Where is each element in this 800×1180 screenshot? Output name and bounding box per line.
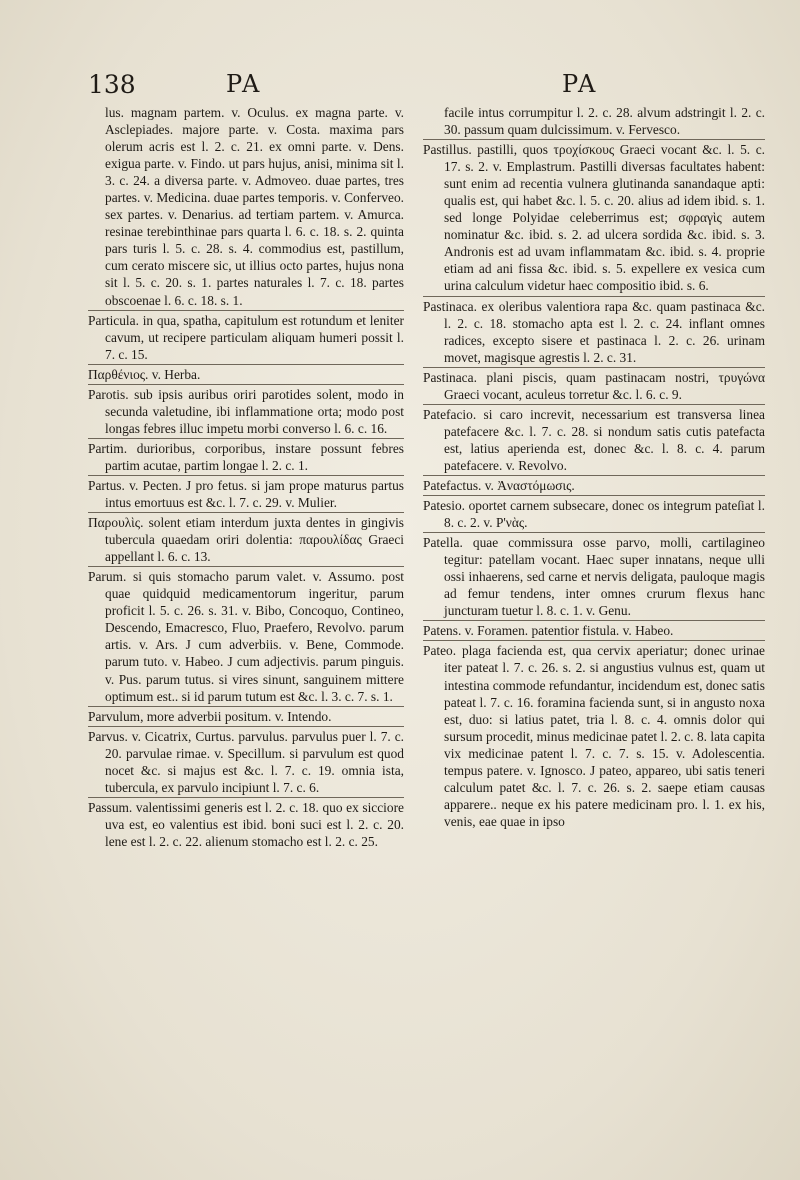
- entry-divider: [423, 495, 765, 496]
- page-header: [88, 70, 778, 104]
- dictionary-entry: Particula. in qua, spatha, capitulum est rotundum et leniter cavum, ut recipere particulam aliquam humeri possit l. 7. c. 15.: [88, 312, 404, 362]
- dictionary-entry: Pateo. plaga facienda est, qua cervix aperiatur; donec urinae iter pateat l. 7. c. 26. s. 2. si angustius vulnus est, quam ut intestina commode refundantur, incidendum est, donec satis pateat l. 7. c. 16. foramina facienda sunt, si in angusto noxa est, duo: si latius patet, tria l. 8. c. 4. omnis dolor qui sursum procedit, minus medicinae patet l. 2. c. 8. lata capita vix medicinae patent l. 7. c. 7. s. 15. v. Adolescentia. tempus patere. v. Ignosco. J pateo, appareo, ubi satis teneri calculum patet &c. l. 7. c. 26. s. 2. saepe etiam causas apparere.. neque ex his patere medicinam pro. l. 1. ex his, venis, eae quae in ipso: [423, 643, 765, 829]
- dictionary-entry: Parotis. sub ipsis auribus oriri parotides solent, modo in secunda valetudine, ibi inflammatione orta; modo post longas febres illuc impetu morbi converso l. 6. c. 16.: [88, 386, 404, 436]
- dictionary-entry: Pastinaca. plani piscis, quam pastinacam nostri, τρυγώνα Graeci vocant, aculeus torretur &c. l. 6. c. 9.: [423, 369, 765, 402]
- entry-divider: [88, 726, 404, 727]
- dictionary-entry: facile intus corrumpitur l. 2. c. 28. alvum adstringit l. 2. c. 30. passum quam dulcissimum. v. Fervesco.: [444, 105, 765, 138]
- dictionary-entry: Parum. si quis stomacho parum valet. v. Assumo. post quae quidquid medicamentorum ingeritur, parum proficit l. 5. c. 26. s. 31. v. Bibo, Concoquo, Contineo, Descendo, Emacresco, Fluo, Praefero, Revolvo. parum artis. v. Ars. J cum adverbiis. v. Bene, Commode. parum tuto. v. Habeo. J cum adjectivis. parum pinguis. v. Pus. parum tutus. si vires sinunt, sanguinem mittere optimum est.. si id parum tutum est &c. l. 3. c. 7. s. 1.: [88, 569, 404, 704]
- entry-divider: [423, 404, 765, 405]
- entry-divider: [423, 367, 765, 368]
- running-head-left: PA: [226, 70, 262, 98]
- dictionary-entry: Παρουλὶς. solent etiam interdum juxta dentes in gingivis tubercula quaedam oriri dolentia: παρουλίδας Graeci appellant l. 6. c. 13.: [88, 515, 404, 565]
- entry-divider: [423, 620, 765, 621]
- dictionary-entry: Παρθένιος. v. Herba.: [88, 366, 201, 382]
- dictionary-entry: Parvulum, more adverbii positum. v. Intendo.: [88, 708, 332, 724]
- dictionary-entry: lus. magnam partem. v. Oculus. ex magna parte. v. Asclepiades. majore parte. v. Costa. maxima pars olerum acris est l. 2. c. 21. ex omni parte. v. Dens. exigua parte. v. Findo. ut pars hujus, anisi, minima sit l. 3. c. 24. a diversa parte. v. Admoveo. duae partes, tres partes. v. Medicina. duae partes temporis. v. Conferveo. sex partes. v. Denarius. ad tertiam partem. v. Amurca. resinae terebinthinae pars quarta l. 6. c. 18. s. 2. quinta pars turis l. 5. c. 28. s. 4. commodius est, pastillum, cum cerato miscere sic, ut illius octo partes, hujus nona sit l. 5. c. 20. s. 1. partes naturales l. 7. c. 18. partes obscoenae l. 6. c. 18. s. 1.: [105, 105, 404, 308]
- dictionary-entry: Patefacio. si caro increvit, necessarium est transversa linea patefacere &c. l. 7. c. 28. si nondum satis cutis patefacta est, latius aperienda est, donec &c. l. 8. c. 4. parum patefacere. v. Revolvo.: [423, 406, 765, 473]
- entry-divider: [88, 512, 404, 513]
- entry-divider: [88, 364, 404, 365]
- dictionary-entry: Patella. quae commissura osse parvo, molli, cartilagineo tegitur: patellam vocant. Haec super innatans, neque ulli ossi inhaerens, sed carne et nervis deligata, pauloque magis ad femur tendens, inter omnes crurum flexus hanc juncturam tuetur l. 8. c. 1. v. Genu.: [423, 535, 765, 619]
- entry-divider: [88, 797, 404, 798]
- dictionary-entry: Patens. v. Foramen. patentior fistula. v. Habeo.: [423, 623, 674, 639]
- dictionary-entry: Partus. v. Pecten. J pro fetus. si jam prope maturus partus intus emortuus est &c. l. 7. c. 29. v. Mulier.: [88, 477, 404, 511]
- right-column: [423, 104, 765, 830]
- entry-divider: [423, 296, 765, 297]
- entry-divider: [423, 532, 765, 533]
- entry-divider: [88, 438, 404, 439]
- entry-divider: [88, 310, 404, 311]
- entry-divider: [88, 566, 404, 567]
- entry-divider: [423, 139, 765, 140]
- page-number: 138: [88, 70, 136, 99]
- dictionary-entry: Patesio. oportet carnem subsecare, donec os integrum pateſiat l. 8. c. 2. v. Ρ'νὰς.: [423, 498, 765, 531]
- dictionary-entry: Partim. durioribus, corporibus, instare possunt febres partim acutae, partim longae l. 2. c. 1.: [88, 440, 404, 473]
- dictionary-entry: Pastillus. pastilli, quos τροχίσκους Graeci vocant &c. l. 5. c. 17. s. 2. v. Emplastrum. Pastilli diversas facultates habent: sunt enim ad recentia vulnera glutinanda sanandaque apti: qualis est, qui habet &c. l. 5. c. 20. alius ad idem ibid. s. 1. sed longe Polyidae celeberrimus est; σφραγὶς autem nominatur &c. ibid. s. 2. ad ulcera sordida &c. ibid. s. 3. Andronis est ad uvam inflammatam &c. ibid. s. 4. proprie etiam ad ani fissa &c. ibid. s. 5. expellere ex vesica cum urina calculum videtur haec compositio ibid. s. 6.: [423, 142, 765, 294]
- dictionary-entry: Pastinaca. ex oleribus valentiora rapa &c. quam pastinaca &c. l. 2. c. 18. stomacho apta est l. 2. c. 24. inflant omnes radices, excepto sisere et pastinaca l. 2. c. 26. urinam movet, magisque agrestis l. 2. c. 31.: [423, 298, 765, 365]
- entry-divider: [88, 706, 404, 707]
- running-head-right: PA: [562, 70, 598, 98]
- dictionary-entry: Patefactus. v. Ἀναστόμωσις.: [423, 477, 575, 493]
- entry-divider: [88, 384, 404, 385]
- entry-divider: [423, 640, 765, 641]
- left-column: [88, 104, 404, 850]
- entry-divider: [423, 475, 765, 476]
- entry-divider: [88, 475, 404, 476]
- dictionary-entry: Passum. valentissimi generis est l. 2. c. 18. quo ex sicciore uva est, eo valentius est ibid. boni suci est l. 2. c. 20. lene est l. 2. c. 22. alienum stomacho est l. 2. c. 25.: [88, 799, 404, 849]
- dictionary-entry: Parvus. v. Cicatrix, Curtus. parvulus. parvulus puer l. 7. c. 20. parvulae rimae. v. Specillum. si parvulum est quod nocet &c. si majus est &c. l. 7. c. 19. omnia ista, tubercula, ex parvulo incipiunt l. 7. c. 6.: [88, 728, 404, 795]
